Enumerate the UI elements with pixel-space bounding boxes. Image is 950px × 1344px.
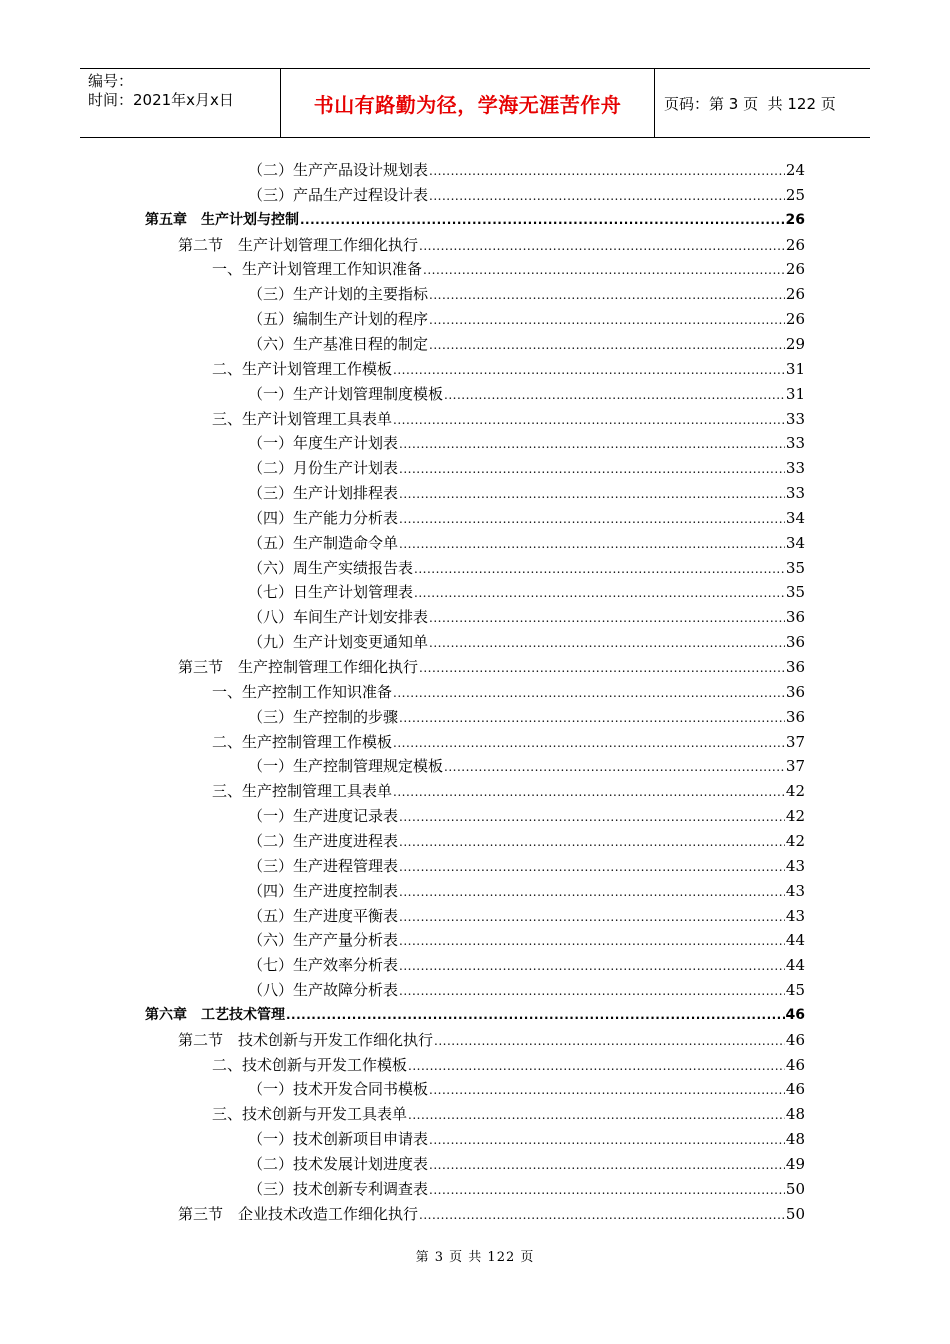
toc-dot-leader [419,1203,785,1227]
toc-entry-label: （一）技术开发合同书模板 [248,1080,429,1098]
toc-entry-page-number: 46 [785,1056,805,1074]
toc-entry[interactable] [212,779,805,803]
toc-entry-label: 二、生产控制管理工作模板 [212,733,393,751]
toc-entry-page-number: 42 [785,832,805,850]
toc-entry-label: 第三节 企业技术改造工作细化执行 [178,1205,419,1223]
toc-entry-label: （七）日生产计划管理表 [248,583,414,601]
toc-dot-leader [399,457,785,481]
toc-entry-label: （四）生产能力分析表 [248,509,399,527]
toc-entry[interactable] [248,1177,805,1201]
toc-dot-leader [414,581,785,605]
toc-entry-label: 第三节 生产控制管理工作细化执行 [178,658,419,676]
toc-entry-page-number: 33 [785,459,805,477]
toc-dot-leader [444,383,785,407]
toc-entry-label: （六）周生产实绩报告表 [248,559,414,577]
toc-entry-label: （一）生产进度记录表 [248,807,399,825]
toc-entry-page-number: 35 [785,559,805,577]
toc-entry-page-number: 34 [785,534,805,552]
toc-entry-page-number: 33 [785,484,805,502]
toc-entry-label: （五）编制生产计划的程序 [248,310,429,328]
document-date: 时间：2021年x月x日 [88,91,234,109]
toc-dot-leader [399,482,785,506]
toc-entry-label: （八）车间生产计划安排表 [248,608,429,626]
toc-dot-leader [429,283,785,307]
toc-entry-label: 二、技术创新与开发工作模板 [212,1056,408,1074]
toc-entry-label: （五）生产制造命令单 [248,534,399,552]
toc-entry-page-number: 36 [785,708,805,726]
toc-entry[interactable] [248,1152,805,1176]
toc-entry-page-number: 24 [785,161,805,179]
toc-entry-page-number: 48 [785,1105,805,1123]
header-page-info [655,69,870,137]
toc-dot-leader [429,333,785,357]
toc-dot-leader [429,631,785,655]
toc-entry-page-number: 31 [785,360,805,378]
toc-entry-page-number: 45 [785,981,805,999]
toc-dot-leader [399,929,785,953]
toc-entry[interactable] [248,158,805,182]
toc-entry[interactable] [248,506,805,530]
toc-entry-label: （一）生产计划管理制度模板 [248,385,444,403]
toc-dot-leader [393,408,785,432]
toc-entry-page-number: 34 [785,509,805,527]
toc-entry[interactable] [248,307,805,331]
toc-entry[interactable] [178,233,805,257]
toc-entry-page-number: 25 [785,186,805,204]
toc-dot-leader [399,905,785,929]
toc-entry-label: 一、生产控制工作知识准备 [212,683,393,701]
toc-entry-label: （五）生产进度平衡表 [248,907,399,925]
toc-entry-label: （四）生产进度控制表 [248,882,399,900]
toc-entry-page-number: 42 [785,782,805,800]
toc-entry-label: 三、技术创新与开发工具表单 [212,1105,408,1123]
toc-entry-label: 二、生产计划管理工作模板 [212,360,393,378]
toc-entry-page-number: 35 [785,583,805,601]
toc-entry-label: 第二节 生产计划管理工作细化执行 [178,236,419,254]
toc-entry-label: 三、生产控制管理工具表单 [212,782,393,800]
toc-entry-label: （一）年度生产计划表 [248,434,399,452]
toc-entry[interactable] [248,928,805,952]
toc-entry[interactable] [248,605,805,629]
toc-entry-label: （一）技术创新项目申请表 [248,1130,429,1148]
toc-entry-page-number: 44 [785,956,805,974]
toc-entry[interactable] [248,431,805,455]
toc-entry-page-number: 44 [785,931,805,949]
toc-entry[interactable] [248,829,805,853]
toc-chapter-entry[interactable] [145,208,805,232]
toc-dot-leader [399,805,785,829]
toc-entry[interactable] [248,978,805,1002]
toc-entry-label: （三）生产进程管理表 [248,857,399,875]
document-number-label: 编号： [88,72,134,90]
toc-dot-leader [300,208,785,232]
toc-entry[interactable] [248,183,805,207]
toc-dot-leader [414,557,785,581]
toc-entry-page-number: 33 [785,434,805,452]
toc-dot-leader [419,234,785,258]
toc-entry-label: （六）生产基准日程的制定 [248,335,429,353]
header-motto: 书山有路勤为径，学海无涯苦作舟 [281,69,655,137]
toc-entry[interactable] [248,531,805,555]
toc-dot-leader [399,706,785,730]
toc-entry[interactable] [178,1028,805,1052]
toc-dot-leader [429,1078,785,1102]
toc-dot-leader [429,1178,785,1202]
toc-entry-page-number: 26 [785,285,805,303]
toc-entry-label: （三）生产计划排程表 [248,484,399,502]
toc-entry-page-number: 50 [785,1180,805,1198]
toc-entry-page-number: 37 [785,733,805,751]
toc-dot-leader [419,656,785,680]
toc-entry[interactable] [248,1077,805,1101]
toc-entry-page-number: 26 [785,212,805,228]
toc-entry-page-number: 31 [785,385,805,403]
toc-entry[interactable] [212,1102,805,1126]
toc-entry-label: （三）技术创新专利调查表 [248,1180,429,1198]
toc-entry-page-number: 46 [785,1080,805,1098]
toc-entry[interactable] [248,282,805,306]
toc-entry-label: （九）生产计划变更通知单 [248,633,429,651]
toc-entry[interactable] [178,655,805,679]
toc-dot-leader [399,532,785,556]
toc-entry-page-number: 26 [785,310,805,328]
toc-entry-page-number: 43 [785,882,805,900]
toc-entry-label: 第五章 生产计划与控制 [145,212,299,228]
toc-entry[interactable] [212,407,805,431]
toc-entry[interactable] [248,630,805,654]
toc-entry[interactable] [248,481,805,505]
toc-entry[interactable] [248,953,805,977]
toc-entry-label: （三）产品生产过程设计表 [248,186,429,204]
toc-dot-leader [399,432,785,456]
toc-dot-leader [429,1128,785,1152]
toc-entry-page-number: 50 [785,1205,805,1223]
toc-entry-label: （七）生产效率分析表 [248,956,399,974]
toc-entry[interactable] [248,580,805,604]
toc-entry-label: （二）技术发展计划进度表 [248,1155,429,1173]
toc-entry[interactable] [248,456,805,480]
toc-entry-page-number: 46 [785,1007,805,1023]
toc-dot-leader [393,681,785,705]
toc-dot-leader [429,308,785,332]
toc-entry-label: （三）生产控制的步骤 [248,708,399,726]
toc-entry-page-number: 42 [785,807,805,825]
toc-dot-leader [444,755,785,779]
header-meta [80,69,281,137]
toc-entry-label: 三、生产计划管理工具表单 [212,410,393,428]
toc-dot-leader [423,258,785,282]
toc-dot-leader [393,731,785,755]
toc-entry[interactable] [248,904,805,928]
toc-entry[interactable] [248,879,805,903]
toc-entry[interactable] [248,382,805,406]
toc-entry[interactable] [212,1053,805,1077]
toc-entry[interactable] [248,754,805,778]
toc-dot-leader [429,184,785,208]
toc-entry-label: （一）生产控制管理规定模板 [248,757,444,775]
toc-dot-leader [429,606,785,630]
toc-entry[interactable] [248,1127,805,1151]
toc-entry-page-number: 29 [785,335,805,353]
toc-entry[interactable] [178,1202,805,1226]
toc-entry-page-number: 48 [785,1130,805,1148]
toc-dot-leader [399,880,785,904]
toc-entry-label: （八）生产故障分析表 [248,981,399,999]
toc-dot-leader [393,780,785,804]
toc-dot-leader [408,1054,785,1078]
page-footer: 第 3 页 共 122 页 [415,1250,535,1265]
toc-dot-leader [399,830,785,854]
toc-entry[interactable] [212,680,805,704]
toc-entry-page-number: 46 [785,1031,805,1049]
toc-entry-page-number: 37 [785,757,805,775]
toc-entry-page-number: 36 [785,608,805,626]
toc-entry[interactable] [212,730,805,754]
toc-dot-leader [393,358,785,382]
toc-entry-label: 一、生产计划管理工作知识准备 [212,260,423,278]
toc-entry-label: （二）生产产品设计规划表 [248,161,429,179]
toc-entry-page-number: 43 [785,907,805,925]
toc-entry[interactable] [248,804,805,828]
toc-entry-label: （二）月份生产计划表 [248,459,399,477]
toc-chapter-entry[interactable] [145,1003,805,1027]
toc-entry-page-number: 43 [785,857,805,875]
toc-entry-label: （三）生产计划的主要指标 [248,285,429,303]
toc-dot-leader [408,1103,785,1127]
toc-entry-page-number: 36 [785,658,805,676]
toc-entry[interactable] [248,556,805,580]
toc-entry[interactable] [212,357,805,381]
toc-entry-page-number: 33 [785,410,805,428]
toc-entry-label: （六）生产产量分析表 [248,931,399,949]
toc-entry-label: 第六章 工艺技术管理 [145,1007,285,1023]
toc-dot-leader [399,979,785,1003]
toc-dot-leader [429,159,785,183]
toc-entry-label: （二）生产进度进程表 [248,832,399,850]
toc-entry-page-number: 36 [785,633,805,651]
toc-entry[interactable] [248,854,805,878]
toc-entry-page-number: 36 [785,683,805,701]
header-page-text: 页码：第 3 页 共 122 页 [664,94,836,113]
toc-entry-label: 第二节 技术创新与开发工作细化执行 [178,1031,434,1049]
toc-dot-leader [399,954,785,978]
toc-entry[interactable] [212,257,805,281]
toc-entry-page-number: 49 [785,1155,805,1173]
toc-dot-leader [399,507,785,531]
toc-entry-page-number: 26 [785,260,805,278]
toc-dot-leader [429,1153,785,1177]
page-header [80,68,870,138]
toc-dot-leader [286,1003,785,1027]
toc-entry[interactable] [248,332,805,356]
toc-dot-leader [399,855,785,879]
toc-dot-leader [434,1029,785,1053]
toc-entry[interactable] [248,705,805,729]
toc-entry-page-number: 26 [785,236,805,254]
